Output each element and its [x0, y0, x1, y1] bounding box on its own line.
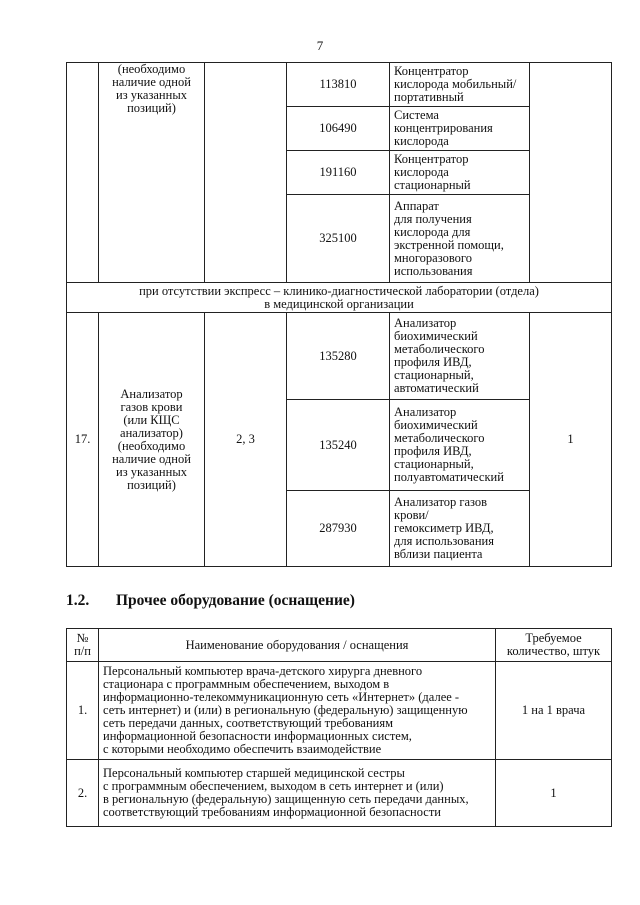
row-number: 17.	[67, 313, 99, 567]
other-equipment-table	[66, 628, 612, 827]
row-name: Персональный компьютер врача-детского хирурга дневного стационара с программным обеспечением, выходом в информационно-телекоммуникационную сеть «Интернет» (далее - сеть интернет) и (или) в региональную (федеральную) защищенную сеть передачи данных, соответствующий требованиям информационной безопасности информационных систем, с которыми необходимо обеспечить взаимодействие	[99, 662, 496, 760]
page-number: 7	[316, 38, 324, 53]
row-number: 1.	[67, 662, 99, 760]
header-num: № п/п	[67, 629, 99, 662]
code-cell: 287930	[287, 491, 390, 567]
desc-cell: Анализатор газов крови/ гемоксиметр ИВД, для использования вблизи пациента	[390, 491, 530, 567]
code-cell: 135280	[287, 313, 390, 400]
desc-cell: Аппарат для получения кислорода для экстренной помощи, многоразового использования	[390, 195, 530, 283]
row-qty: 1 на 1 врача	[496, 662, 612, 760]
desc-cell: Анализатор биохимический метаболического профиля ИВД, стационарный, автоматический	[390, 313, 530, 400]
type-cell-empty	[205, 63, 287, 283]
section-heading	[66, 592, 355, 610]
desc-cell: Концентратор кислорода стационарный	[390, 151, 530, 195]
code-cell: 191160	[287, 151, 390, 195]
row-number: 2.	[67, 760, 99, 827]
desc-cell: Система концентрирования кислорода	[390, 107, 530, 151]
qty-cell: 1	[530, 313, 612, 567]
equipment-name-cell: (необходимо наличие одной из указанных позиций)	[99, 63, 205, 283]
code-cell: 106490	[287, 107, 390, 151]
section-note: при отсутствии экспресс – клинико-диагностической лаборатории (отдела) в медицинской организации	[67, 283, 612, 313]
code-cell: 113810	[287, 63, 390, 107]
desc-cell: Анализатор биохимический метаболического профиля ИВД, стационарный, полуавтоматический	[390, 400, 530, 491]
qty-cell-empty	[530, 63, 612, 283]
row-qty: 1	[496, 760, 612, 827]
header-name: Наименование оборудования / оснащения	[99, 629, 496, 662]
header-qty: Требуемое количество, штук	[496, 629, 612, 662]
section-number: 1.2.	[66, 592, 90, 609]
code-cell: 325100	[287, 195, 390, 283]
code-cell: 135240	[287, 400, 390, 491]
num-cell-empty	[67, 63, 99, 283]
equipment-name-cell: Анализатор газов крови (или КЩС анализатор) (необходимо наличие одной из указанных позиций)	[99, 313, 205, 567]
section-title: Прочее оборудование (оснащение)	[116, 592, 355, 609]
row-name: Персональный компьютер старшей медицинской сестры с программным обеспечением, выходом в сеть интернет и (или) в региональную (федеральную) защищенную сеть передачи данных, соответствующий требованиям информационной безопасности	[99, 760, 496, 827]
type-cell: 2, 3	[205, 313, 287, 567]
equipment-table	[66, 62, 612, 567]
desc-cell: Концентратор кислорода мобильный/ портативный	[390, 63, 530, 107]
